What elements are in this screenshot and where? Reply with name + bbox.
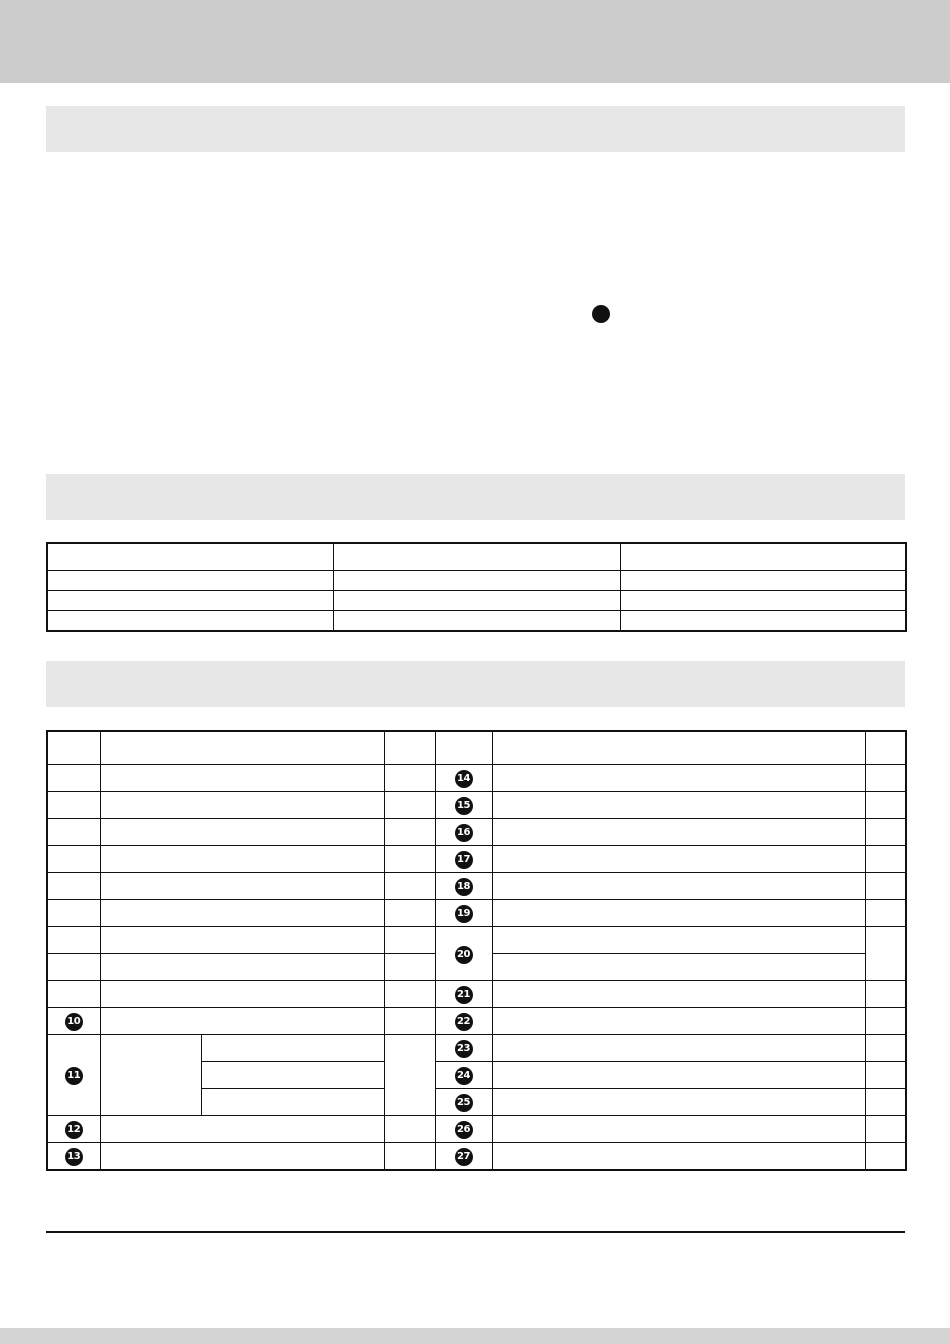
- parts-cell: [492, 873, 865, 900]
- parts-cell: [435, 731, 492, 765]
- parts-cell: [384, 731, 435, 765]
- parts-cell: [384, 846, 435, 873]
- parts-cell: [47, 981, 100, 1008]
- parts-cell: [865, 1062, 906, 1089]
- parts-cell: [865, 1008, 906, 1035]
- parts-cell: [435, 819, 492, 846]
- parts-table-header-row: [47, 731, 906, 765]
- parts-cell: [47, 792, 100, 819]
- spec-table-row: [47, 611, 906, 632]
- parts-cell: [865, 792, 906, 819]
- parts-cell: [100, 731, 384, 765]
- callout-badge: 14: [455, 770, 473, 788]
- callout-badge: 16: [455, 824, 473, 842]
- parts-cell: [100, 765, 384, 792]
- callout-badge: 21: [455, 986, 473, 1004]
- parts-cell: [47, 1143, 100, 1171]
- parts-cell: [865, 1089, 906, 1116]
- parts-cell: [47, 846, 100, 873]
- parts-table: [46, 730, 907, 1171]
- parts-cell: [492, 765, 865, 792]
- spec-cell: [620, 543, 906, 571]
- parts-cell: [435, 981, 492, 1008]
- callout-badge: 23: [455, 1040, 473, 1058]
- parts-cell: [47, 819, 100, 846]
- parts-cell: [47, 927, 100, 954]
- parts-cell: [435, 900, 492, 927]
- parts-cell: [100, 1008, 384, 1035]
- parts-cell: [384, 1116, 435, 1143]
- section-bar-1: [46, 106, 905, 152]
- parts-cell: [435, 927, 492, 981]
- parts-cell: [384, 765, 435, 792]
- parts-cell: [47, 873, 100, 900]
- callout-badge: 13: [65, 1148, 83, 1166]
- footer-rule: [46, 1231, 905, 1233]
- table-row: [47, 927, 906, 954]
- callout-badge: 12: [65, 1121, 83, 1139]
- callout-badge: 11: [65, 1067, 83, 1085]
- table-row: [47, 765, 906, 792]
- spec-cell: [333, 611, 620, 632]
- parts-cell: [865, 1035, 906, 1062]
- parts-cell: [384, 900, 435, 927]
- parts-cell: [865, 819, 906, 846]
- spec-cell: [47, 571, 333, 591]
- callout-badge: 24: [455, 1067, 473, 1085]
- parts-cell: [492, 1035, 865, 1062]
- callout-badge: 27: [455, 1148, 473, 1166]
- spec-table-row: [47, 571, 906, 591]
- parts-cell: [492, 1089, 865, 1116]
- footer-band: [0, 1328, 950, 1344]
- table-row: [47, 981, 906, 1008]
- section-bar-2: [46, 474, 905, 520]
- parts-cell: [100, 927, 384, 954]
- callout-badge: 18: [455, 878, 473, 896]
- parts-cell: [384, 927, 435, 954]
- parts-cell: [384, 1035, 435, 1116]
- callout-badge: 22: [455, 1013, 473, 1031]
- callout-badge: 17: [455, 851, 473, 869]
- parts-cell: [492, 1062, 865, 1089]
- parts-cell: [865, 846, 906, 873]
- parts-cell: [435, 1035, 492, 1062]
- table-row: [47, 1143, 906, 1171]
- parts-cell: [100, 1035, 201, 1116]
- parts-cell: [435, 1062, 492, 1089]
- parts-cell: [865, 927, 906, 981]
- parts-cell: [492, 927, 865, 954]
- parts-cell: [384, 792, 435, 819]
- spec-table-row: [47, 591, 906, 611]
- parts-cell: [865, 1116, 906, 1143]
- parts-cell: [100, 819, 384, 846]
- spec-cell: [333, 571, 620, 591]
- callout-badge: 10: [65, 1013, 83, 1031]
- parts-cell: [865, 1143, 906, 1171]
- parts-cell: [100, 873, 384, 900]
- parts-cell: [865, 900, 906, 927]
- parts-cell: [201, 1089, 384, 1116]
- parts-cell: [384, 873, 435, 900]
- callout-badge: 20: [455, 946, 473, 964]
- parts-cell: [492, 1008, 865, 1035]
- parts-cell: [47, 1116, 100, 1143]
- parts-cell: [435, 846, 492, 873]
- callout-badge: 19: [455, 905, 473, 923]
- header-band: [0, 0, 950, 83]
- parts-cell: [492, 900, 865, 927]
- parts-cell: [492, 1116, 865, 1143]
- parts-cell: [435, 1089, 492, 1116]
- parts-cell: [100, 846, 384, 873]
- table-row: [47, 900, 906, 927]
- callout-badge: 15: [455, 797, 473, 815]
- parts-cell: [492, 819, 865, 846]
- bullet-dot-icon: [592, 305, 610, 323]
- parts-cell: [47, 1008, 100, 1035]
- spec-cell: [620, 591, 906, 611]
- table-row: [47, 1116, 906, 1143]
- parts-cell: [492, 954, 865, 981]
- parts-cell: [492, 846, 865, 873]
- parts-cell: [865, 731, 906, 765]
- parts-cell: [865, 981, 906, 1008]
- parts-cell: [47, 900, 100, 927]
- spec-cell: [47, 591, 333, 611]
- parts-cell: [435, 792, 492, 819]
- parts-cell: [492, 792, 865, 819]
- parts-cell: [492, 1143, 865, 1171]
- parts-cell: [100, 1116, 384, 1143]
- parts-cell: [384, 1143, 435, 1171]
- parts-cell: [100, 1143, 384, 1171]
- parts-cell: [435, 873, 492, 900]
- parts-cell: [47, 1035, 100, 1116]
- parts-cell: [201, 1062, 384, 1089]
- table-row: [47, 1008, 906, 1035]
- parts-cell: [865, 765, 906, 792]
- parts-cell: [100, 792, 384, 819]
- table-row: [47, 819, 906, 846]
- table-row: [47, 1035, 906, 1062]
- spec-cell: [333, 591, 620, 611]
- parts-cell: [435, 1143, 492, 1171]
- parts-cell: [384, 819, 435, 846]
- parts-cell: [492, 981, 865, 1008]
- spec-table: [46, 542, 907, 632]
- parts-cell: [435, 1008, 492, 1035]
- parts-cell: [384, 981, 435, 1008]
- spec-cell: [620, 571, 906, 591]
- parts-cell: [201, 1035, 384, 1062]
- parts-cell: [100, 900, 384, 927]
- parts-cell: [384, 1008, 435, 1035]
- table-row: [47, 873, 906, 900]
- parts-cell: [100, 954, 384, 981]
- spec-table-header-row: [47, 543, 906, 571]
- spec-cell: [333, 543, 620, 571]
- parts-cell: [384, 954, 435, 981]
- parts-cell: [47, 954, 100, 981]
- table-row: [47, 792, 906, 819]
- table-row: [47, 846, 906, 873]
- parts-cell: [865, 873, 906, 900]
- parts-cell: [492, 731, 865, 765]
- parts-cell: [47, 765, 100, 792]
- spec-cell: [47, 543, 333, 571]
- parts-cell: [435, 765, 492, 792]
- spec-cell: [620, 611, 906, 632]
- section-bar-3: [46, 661, 905, 707]
- spec-cell: [47, 611, 333, 632]
- parts-cell: [435, 1116, 492, 1143]
- parts-cell: [47, 731, 100, 765]
- parts-cell: [100, 981, 384, 1008]
- callout-badge: 26: [455, 1121, 473, 1139]
- callout-badge: 25: [455, 1094, 473, 1112]
